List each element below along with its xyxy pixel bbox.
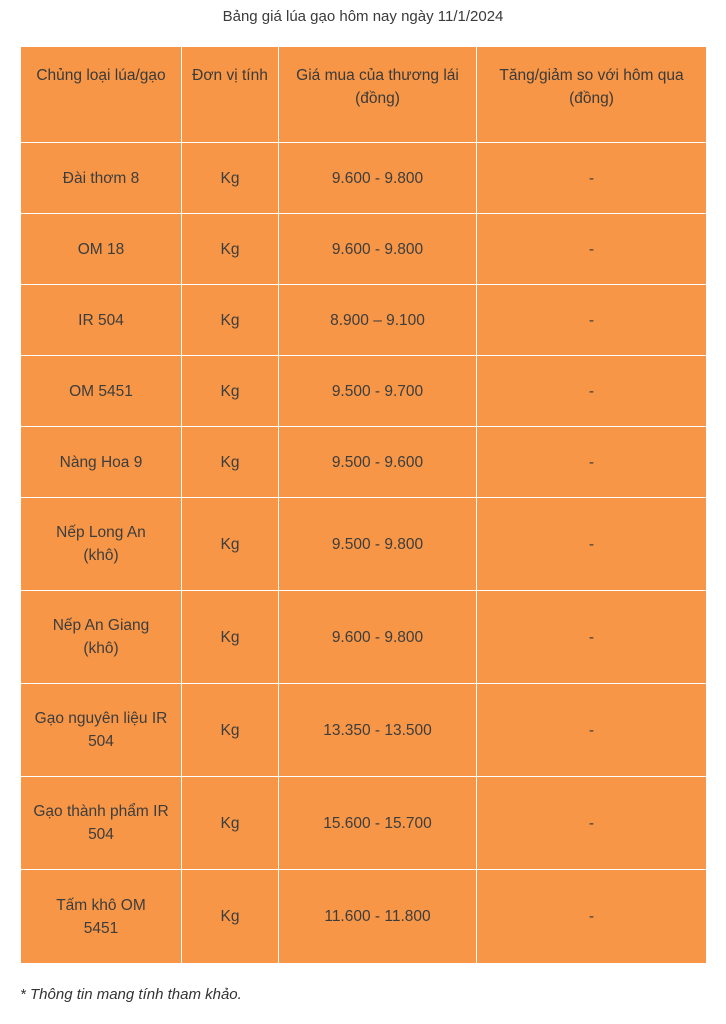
cell-price: 9.600 - 9.800 bbox=[279, 214, 477, 285]
table-row bbox=[21, 285, 707, 356]
cell-unit: Kg bbox=[182, 285, 279, 356]
cell-price: 8.900 – 9.100 bbox=[279, 285, 477, 356]
cell-unit: Kg bbox=[182, 214, 279, 285]
rice-price-table bbox=[20, 46, 707, 964]
table-row bbox=[21, 427, 707, 498]
rice-type-text: Nếp Long An (khô) bbox=[56, 524, 146, 564]
cell-price: 9.600 - 9.800 bbox=[279, 591, 477, 684]
rice-type-text: Nếp An Giang (khô) bbox=[52, 617, 150, 657]
cell-rice-type bbox=[21, 591, 182, 684]
cell-unit: Kg bbox=[182, 684, 279, 777]
cell-rice-type: Gạo thành phẩm IR 504 bbox=[21, 777, 182, 870]
cell-rice-type bbox=[21, 870, 182, 964]
table-row bbox=[21, 498, 707, 591]
header-trader-price: Giá mua của thương lái (đồng) bbox=[279, 47, 477, 143]
table-row bbox=[21, 684, 707, 777]
cell-change: - bbox=[477, 870, 707, 964]
cell-change: - bbox=[477, 214, 707, 285]
table-row bbox=[21, 777, 707, 870]
rice-type-text: Tấm khô OM 5451 bbox=[56, 896, 146, 937]
cell-price: 9.500 - 9.700 bbox=[279, 356, 477, 427]
cell-price: 13.350 - 13.500 bbox=[279, 684, 477, 777]
cell-change: - bbox=[477, 777, 707, 870]
cell-change: - bbox=[477, 356, 707, 427]
table-row bbox=[21, 214, 707, 285]
table-caption: Bảng giá lúa gạo hôm nay ngày 11/1/2024 bbox=[222, 8, 504, 25]
header-rice-type: Chủng loại lúa/gạo bbox=[21, 47, 182, 143]
table-row bbox=[21, 591, 707, 684]
cell-change: - bbox=[477, 427, 707, 498]
cell-change: - bbox=[477, 285, 707, 356]
cell-unit: Kg bbox=[182, 870, 279, 964]
cell-rice-type: Đài thơm 8 bbox=[21, 143, 182, 214]
table-row bbox=[21, 143, 707, 214]
cell-rice-type: IR 504 bbox=[21, 285, 182, 356]
cell-price: 9.600 - 9.800 bbox=[279, 143, 477, 214]
header-change: Tăng/giảm so với hôm qua (đồng) bbox=[477, 47, 707, 143]
cell-rice-type: Nàng Hoa 9 bbox=[21, 427, 182, 498]
table-header-row bbox=[21, 47, 707, 143]
footnote: * Thông tin mang tính tham khảo. bbox=[20, 986, 242, 1003]
cell-rice-type: Gạo nguyên liệu IR 504 bbox=[21, 684, 182, 777]
cell-rice-type: OM 5451 bbox=[21, 356, 182, 427]
cell-rice-type: OM 18 bbox=[21, 214, 182, 285]
cell-change: - bbox=[477, 591, 707, 684]
cell-unit: Kg bbox=[182, 143, 279, 214]
cell-change: - bbox=[477, 498, 707, 591]
cell-unit: Kg bbox=[182, 427, 279, 498]
cell-price: 15.600 - 15.700 bbox=[279, 777, 477, 870]
cell-change: - bbox=[477, 143, 707, 214]
cell-unit: Kg bbox=[182, 356, 279, 427]
cell-price: 9.500 - 9.600 bbox=[279, 427, 477, 498]
cell-unit: Kg bbox=[182, 498, 279, 591]
header-unit: Đơn vị tính bbox=[182, 47, 279, 143]
cell-unit: Kg bbox=[182, 777, 279, 870]
cell-change: - bbox=[477, 684, 707, 777]
cell-price: 9.500 - 9.800 bbox=[279, 498, 477, 591]
table-row bbox=[21, 356, 707, 427]
cell-rice-type bbox=[21, 498, 182, 591]
table-row bbox=[21, 870, 707, 964]
cell-unit: Kg bbox=[182, 591, 279, 684]
cell-price: 11.600 - 11.800 bbox=[279, 870, 477, 964]
